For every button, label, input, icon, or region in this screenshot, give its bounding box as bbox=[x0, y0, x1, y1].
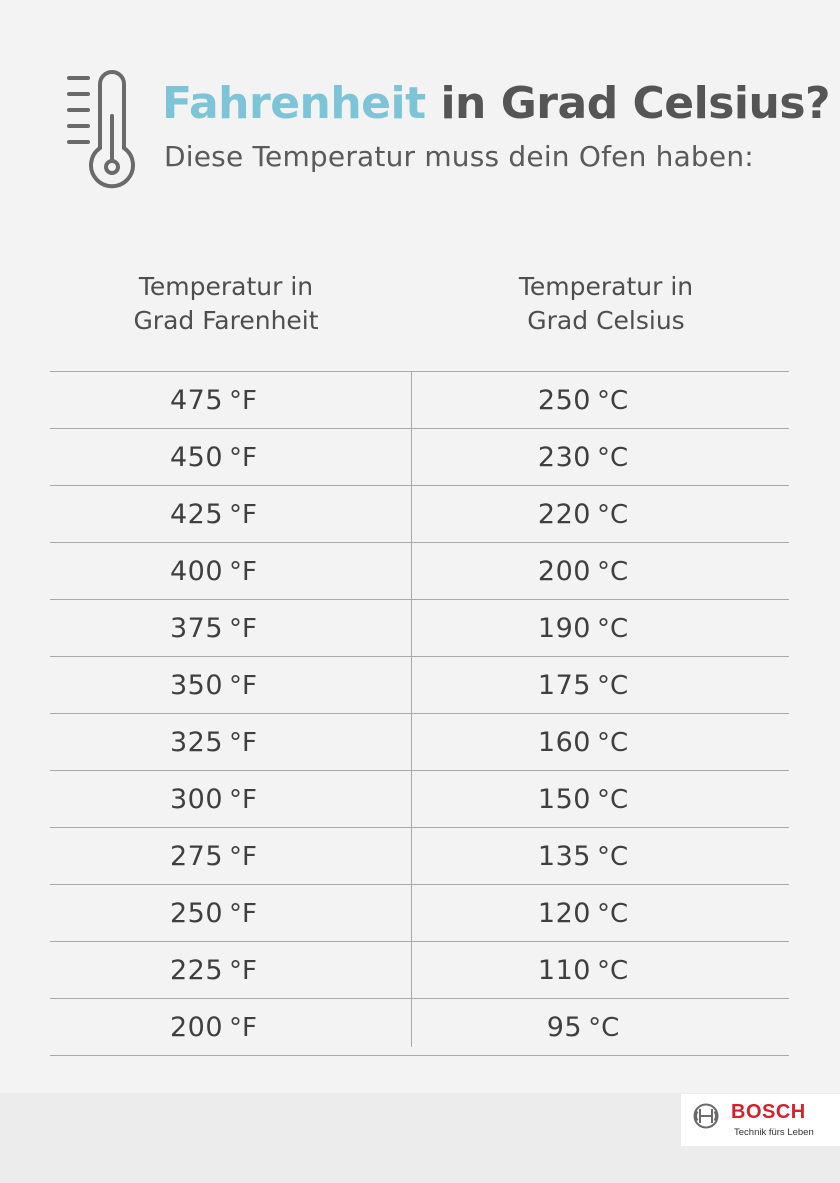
fahrenheit-value: 375 bbox=[169, 612, 224, 644]
fahrenheit-cell bbox=[50, 1012, 377, 1043]
fahrenheit-cell bbox=[50, 841, 377, 872]
fahrenheit-unit: °F bbox=[229, 613, 257, 644]
table-row bbox=[50, 942, 789, 999]
subtitle: Diese Temperatur muss dein Ofen haben: bbox=[164, 140, 754, 173]
celsius-cell bbox=[377, 385, 789, 416]
table-row bbox=[50, 999, 789, 1056]
celsius-value: 135 bbox=[537, 840, 591, 872]
fahrenheit-unit: °F bbox=[229, 841, 257, 872]
celsius-value: 250 bbox=[537, 384, 591, 416]
celsius-cell bbox=[377, 613, 789, 644]
fahrenheit-cell bbox=[50, 955, 377, 986]
celsius-cell bbox=[377, 955, 789, 986]
fahrenheit-unit: °F bbox=[229, 499, 257, 530]
fahrenheit-value: 400 bbox=[169, 555, 224, 587]
fahrenheit-value: 475 bbox=[169, 384, 224, 416]
celsius-unit: °C bbox=[596, 613, 629, 644]
celsius-unit: °C bbox=[588, 1012, 620, 1043]
header-line: Grad Celsius bbox=[527, 306, 685, 335]
fahrenheit-cell bbox=[50, 727, 377, 758]
celsius-unit: °C bbox=[596, 385, 629, 416]
celsius-value: 220 bbox=[537, 498, 591, 530]
celsius-unit: °C bbox=[596, 442, 629, 473]
fahrenheit-unit: °F bbox=[229, 670, 257, 701]
celsius-cell bbox=[377, 670, 789, 701]
celsius-unit: °C bbox=[596, 898, 629, 929]
fahrenheit-value: 200 bbox=[169, 1011, 224, 1043]
fahrenheit-cell bbox=[50, 556, 377, 587]
table-row bbox=[50, 885, 789, 942]
celsius-unit: °C bbox=[596, 670, 629, 701]
fahrenheit-cell bbox=[50, 784, 377, 815]
fahrenheit-cell bbox=[50, 613, 377, 644]
fahrenheit-value: 450 bbox=[169, 441, 224, 473]
celsius-cell bbox=[377, 556, 789, 587]
fahrenheit-value: 300 bbox=[169, 783, 224, 815]
header-line: Temperatur in bbox=[138, 272, 314, 301]
celsius-unit: °C bbox=[596, 727, 629, 758]
fahrenheit-unit: °F bbox=[229, 784, 257, 815]
celsius-cell bbox=[377, 727, 789, 758]
celsius-cell bbox=[377, 898, 789, 929]
celsius-value: 175 bbox=[537, 669, 591, 701]
fahrenheit-unit: °F bbox=[229, 385, 257, 416]
header-line: Grad Farenheit bbox=[133, 306, 319, 335]
bosch-logo bbox=[681, 1094, 840, 1146]
page-title bbox=[162, 78, 830, 129]
table-row bbox=[50, 771, 789, 828]
fahrenheit-cell bbox=[50, 898, 377, 929]
celsius-cell bbox=[377, 841, 789, 872]
thermometer-icon bbox=[66, 70, 138, 194]
table-row bbox=[50, 828, 789, 885]
fahrenheit-unit: °F bbox=[229, 1012, 257, 1043]
column-divider bbox=[411, 371, 412, 1047]
header-line: Temperatur in bbox=[518, 272, 694, 301]
conversion-table bbox=[50, 371, 789, 1056]
fahrenheit-value: 350 bbox=[169, 669, 224, 701]
celsius-value: 150 bbox=[537, 783, 591, 815]
header bbox=[0, 0, 840, 230]
table-row bbox=[50, 486, 789, 543]
fahrenheit-unit: °F bbox=[229, 556, 257, 587]
fahrenheit-unit: °F bbox=[229, 898, 257, 929]
celsius-cell bbox=[377, 442, 789, 473]
celsius-value: 120 bbox=[537, 897, 591, 929]
fahrenheit-unit: °F bbox=[229, 727, 257, 758]
table-row bbox=[50, 714, 789, 771]
celsius-unit: °C bbox=[596, 955, 629, 986]
table-row bbox=[50, 543, 789, 600]
celsius-unit: °C bbox=[596, 784, 629, 815]
fahrenheit-cell bbox=[50, 385, 377, 416]
fahrenheit-value: 250 bbox=[169, 897, 224, 929]
title-accent: Fahrenheit bbox=[162, 78, 426, 129]
celsius-unit: °C bbox=[596, 556, 629, 587]
fahrenheit-unit: °F bbox=[229, 955, 257, 986]
column-header-celsius bbox=[446, 270, 766, 338]
celsius-unit: °C bbox=[596, 499, 629, 530]
celsius-cell bbox=[377, 784, 789, 815]
celsius-value: 230 bbox=[537, 441, 591, 473]
fahrenheit-unit: °F bbox=[229, 442, 257, 473]
fahrenheit-value: 275 bbox=[169, 840, 224, 872]
fahrenheit-cell bbox=[50, 670, 377, 701]
celsius-value: 200 bbox=[537, 555, 591, 587]
celsius-unit: °C bbox=[596, 841, 629, 872]
fahrenheit-value: 325 bbox=[169, 726, 224, 758]
table-row bbox=[50, 372, 789, 429]
celsius-cell bbox=[377, 499, 789, 530]
celsius-value: 110 bbox=[537, 954, 591, 986]
celsius-value: 160 bbox=[537, 726, 591, 758]
brand-name: BOSCH bbox=[731, 1101, 806, 1123]
fahrenheit-cell bbox=[50, 442, 377, 473]
celsius-value: 190 bbox=[537, 612, 591, 644]
title-rest: in Grad Celsius? bbox=[440, 78, 831, 129]
celsius-value: 95 bbox=[546, 1011, 583, 1043]
table-row bbox=[50, 600, 789, 657]
table-row bbox=[50, 657, 789, 714]
bosch-armature-icon bbox=[693, 1103, 719, 1129]
celsius-cell bbox=[377, 1012, 789, 1043]
fahrenheit-cell bbox=[50, 499, 377, 530]
fahrenheit-value: 225 bbox=[169, 954, 224, 986]
column-header-fahrenheit bbox=[66, 270, 386, 338]
brand-tagline: Technik fürs Leben bbox=[734, 1127, 814, 1138]
table-row bbox=[50, 429, 789, 486]
fahrenheit-value: 425 bbox=[169, 498, 224, 530]
